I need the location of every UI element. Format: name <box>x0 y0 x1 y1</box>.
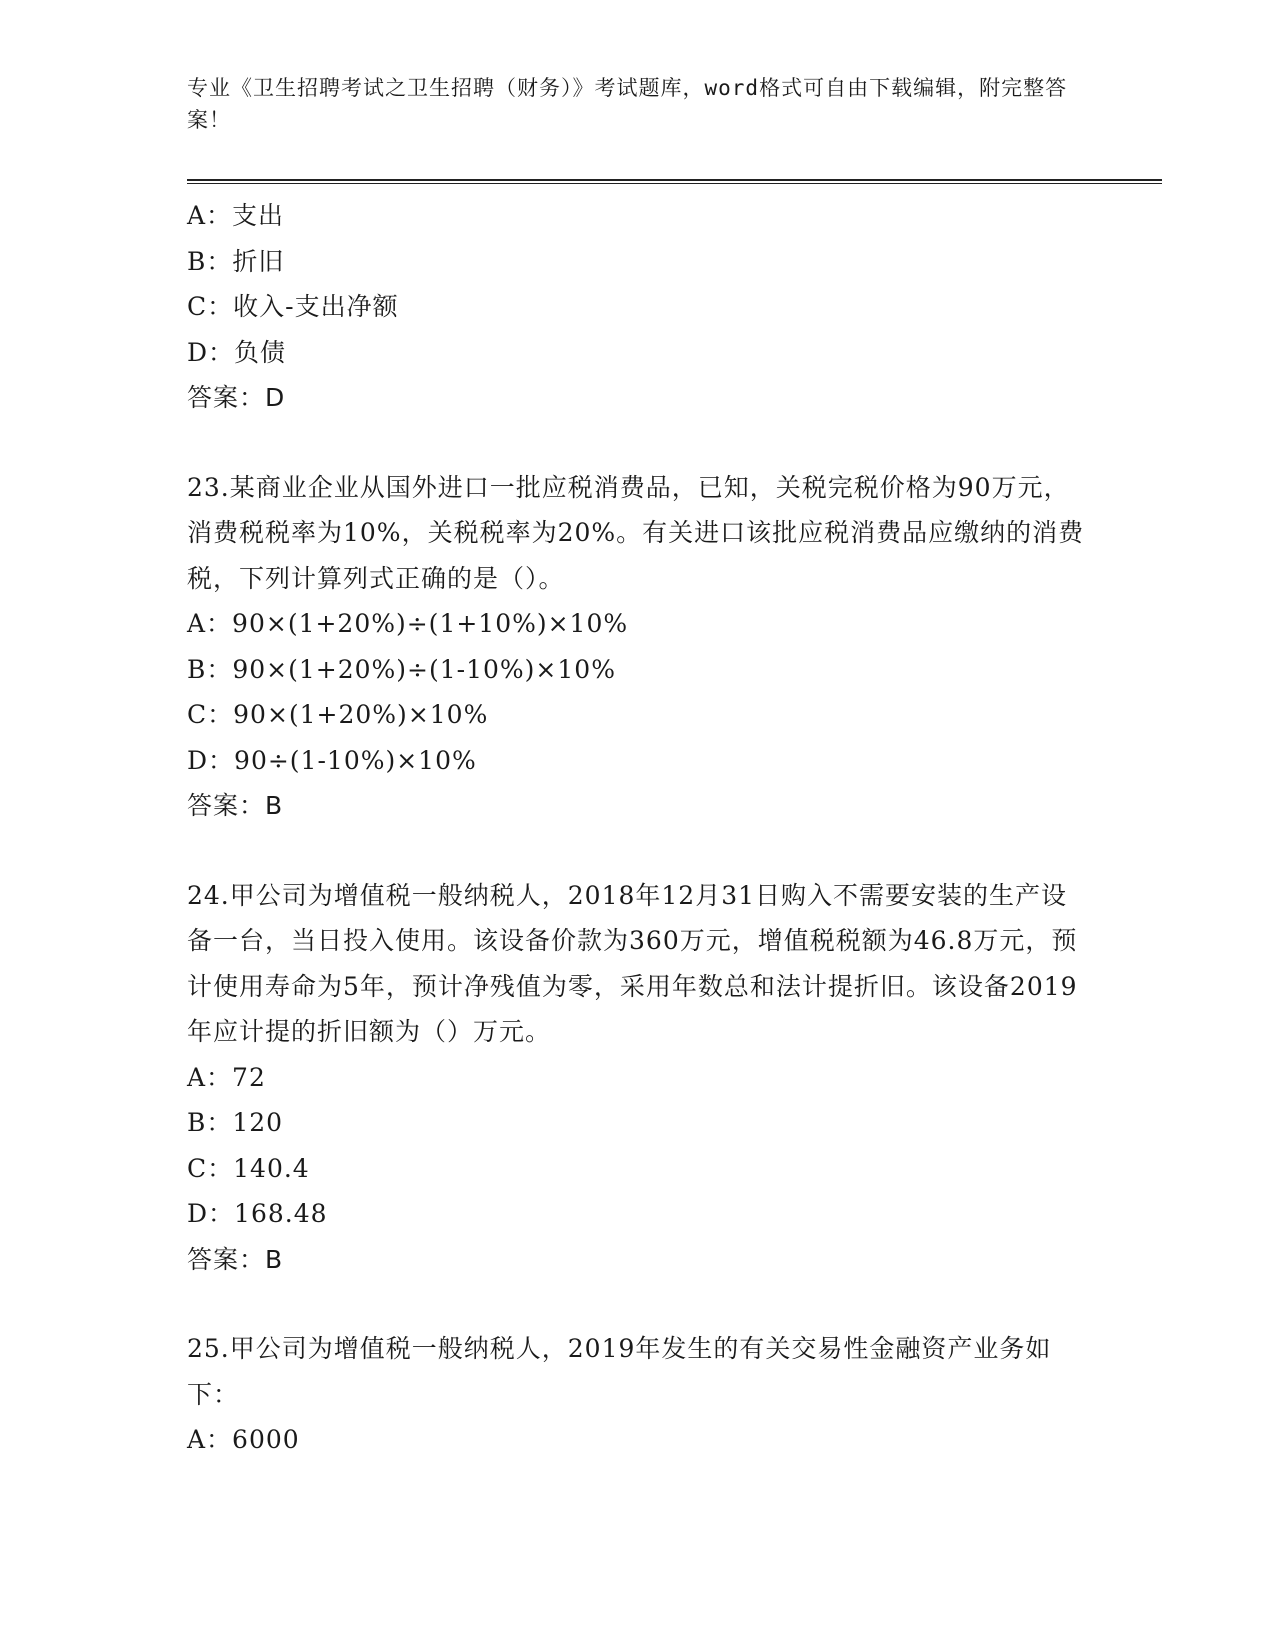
question-25 <box>187 1326 1087 1463</box>
answer: 答案：B <box>187 791 284 820</box>
question-23 <box>187 465 1087 829</box>
question-stem: 24.甲公司为增值税一般纳税人，2018年12月31日购入不需要安装的生产设备一台，当日投入使用。该设备价款为360万元，增值税税额为46.8万元，预计使用寿命为5年，预计净残值为零，采用年数总和法计提折旧。该设备2019年应计提的折旧额为（）万元。 <box>187 880 1078 1046</box>
question-list <box>187 193 1087 1463</box>
option-c: C：90×(1+20%)×10% <box>187 700 489 729</box>
header-divider <box>187 179 1162 181</box>
answer: 答案：D <box>187 383 286 412</box>
option-b: B：120 <box>187 1108 284 1137</box>
question-24 <box>187 873 1087 1283</box>
option-c: C：140.4 <box>187 1153 310 1183</box>
option-a: A：72 <box>187 1062 266 1092</box>
option-b: B：折旧 <box>187 246 285 276</box>
option-d: D：168.48 <box>187 1199 328 1228</box>
question-stem: 23.某商业企业从国外进口一批应税消费品，已知，关税完税价格为90万元，消费税税率为10%，关税税率为20%。有关进口该批应税消费品应缴纳的消费税，下列计算列式正确的是（）。 <box>187 472 1085 593</box>
option-d: D：负债 <box>187 337 287 367</box>
document-header: 专业《卫生招聘考试之卫生招聘（财务）》考试题库，word格式可自由下载编辑，附完整答案！ <box>187 76 1068 132</box>
option-c: C：收入-支出净额 <box>187 292 399 321</box>
option-a: A：支出 <box>187 201 285 230</box>
answer: 答案：B <box>187 1244 284 1274</box>
header-divider-thin <box>187 183 1162 184</box>
question-22-continued <box>187 193 1087 421</box>
question-stem: 25.甲公司为增值税一般纳税人，2019年发生的有关交易性金融资产业务如下： <box>187 1334 1052 1409</box>
option-d: D：90÷(1-10%)×10% <box>187 745 477 775</box>
option-b: B：90×(1+20%)÷(1-10%)×10% <box>187 654 616 684</box>
option-a: A：90×(1+20%)÷(1+10%)×10% <box>187 609 629 638</box>
option-a: A：6000 <box>187 1425 300 1454</box>
